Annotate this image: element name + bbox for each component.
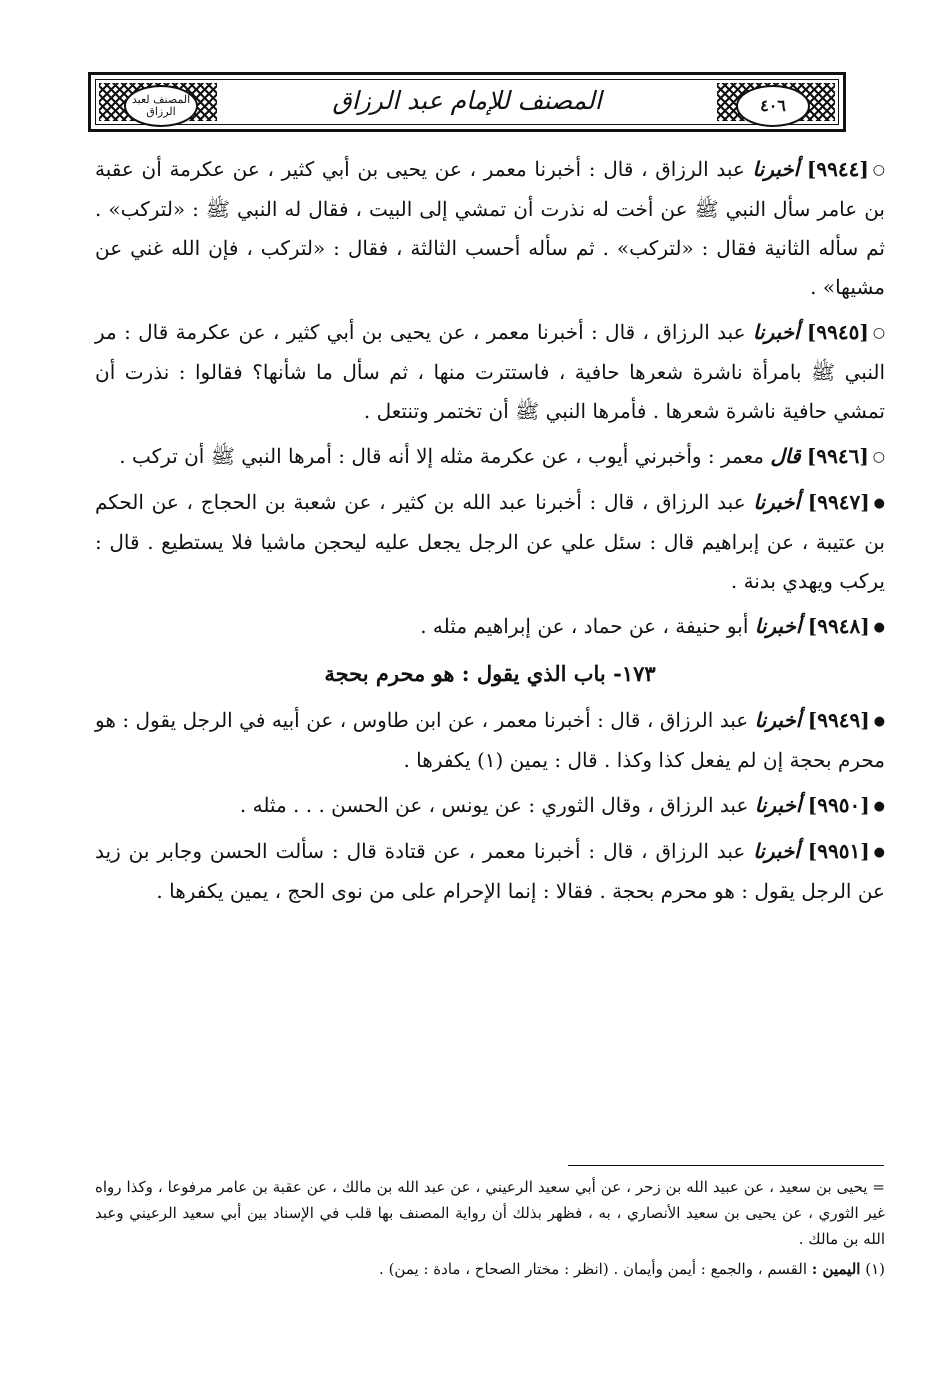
hadith-number: [٩٩٥٠] [807, 793, 870, 817]
hadith-paragraph [95, 313, 885, 431]
hadith-number: [٩٩٤٩] [807, 708, 870, 732]
chapter-heading: ١٧٣- باب الذي يقول : هو محرم بحجة [324, 661, 656, 686]
book-title: المصنف للإمام عبد الرزاق [332, 86, 602, 115]
footnote-1 [95, 1256, 885, 1282]
hadith-text: عبد الرزاق ، قال : أخبرنا معمر ، عن قتادة قال : سألت الحسن وجابر بن زيد عن الرجل يقول : هو محرم بحجة . فقالا : إنما الإحرام على من نوى الحج ، يمين يكفرها . [95, 839, 885, 903]
footnote-term: اليمين : [811, 1260, 861, 1278]
hadith-lead: قال [770, 444, 801, 468]
page-number: ٤٠٦ [760, 95, 786, 115]
filled-circle-icon [874, 832, 885, 872]
hadith-lead: أخبرنا [753, 490, 801, 514]
hadith-number: [٩٩٤٤] [806, 157, 869, 181]
hadith-number: [٩٩٤٥] [806, 320, 869, 344]
hadith-number: [٩٩٤٧] [807, 490, 870, 514]
hadith-text: عبد الرزاق ، قال : أخبرنا معمر ، عن يحيى بن أبي كثير ، عن عكرمة أن عقبة بن عامر سأل النبي ﷺ عن أخت له نذرت أن تمشي إلى البيت ، فقال له النبي ﷺ : «لتركب» . ثم سأله الثانية فقال : «لتركب» . ثم سأله أحسب الثالثة ، فقال : «لتركب ، فإن الله غني عن مشيها» . [95, 157, 885, 299]
footnote-divider [568, 1165, 884, 1166]
seal-text: المصنف لعبد الرزاق [131, 93, 191, 118]
footnote-text: القسم ، والجمع : أيمن وأيمان . (انظر : مختار الصحاح ، مادة : يمن) . [379, 1260, 808, 1278]
ornament-right [717, 83, 835, 121]
footnote-number: (١) [865, 1260, 885, 1278]
hollow-circle-icon [873, 150, 885, 190]
hadith-paragraph [95, 437, 885, 477]
page-number-medallion [736, 85, 810, 127]
hadith-paragraph [95, 701, 885, 780]
hollow-circle-icon [873, 437, 885, 477]
hadith-lead: أخبرنا [754, 793, 802, 817]
hadith-number: [٩٩٤٦] [806, 444, 869, 468]
hollow-circle-icon [873, 313, 885, 353]
filled-circle-icon [874, 786, 885, 826]
hadith-number: [٩٩٤٨] [807, 614, 870, 638]
footnote-continuation: = يحيى بن سعيد ، عن عبيد الله بن زحر ، عن أبي سعيد الرعيني ، عن عبد الله بن مالك ، عن عقبة بن عامر مرفوعا ، وكذا رواه غير الثوري ، عن يحيى بن سعيد الأنصاري ، به ، فظهر بذلك أن رواية المصنف بها قلب في الإسناد بين أبي سعيد الرعيني وعبد الله بن مالك . [95, 1178, 885, 1248]
hadith-text: عبد الرزاق ، قال : أخبرنا عبد الله بن كثير ، عن شعبة بن الحجاج ، عن الحكم بن عتيبة ، عن إبراهيم قال : سئل علي عن الرجل يجعل عليه ليحجن ماشيا فلا يستطيع . قال : يركب ويهدي بدنة . [95, 490, 885, 593]
hadith-paragraph [95, 786, 885, 826]
ornament-left [99, 83, 217, 121]
hadith-paragraph [95, 150, 885, 307]
hadith-lead: أخبرنا [752, 157, 800, 181]
main-text [95, 150, 885, 917]
hadith-text: معمر : وأخبرني أيوب ، عن عكرمة مثله إلا أنه قال : أمرها النبي ﷺ أن تركب . [119, 444, 764, 468]
hadith-text: عبد الرزاق ، قال : أخبرنا معمر ، عن يحيى بن أبي كثير ، عن عكرمة قال : مر النبي ﷺ بامرأة ناشرة شعرها حافية ، فاستترت منها ، ثم سأل ما شأنها؟ فقالوا : نذرت أن تمشي حافية ناشرة شعرها . فأمرها النبي ﷺ أن تختمر وتنتعل . [95, 320, 885, 423]
hadith-paragraph [95, 483, 885, 601]
running-header [88, 72, 846, 132]
hadith-number: [٩٩٥١] [807, 839, 870, 863]
header-frame [95, 79, 839, 125]
filled-circle-icon [874, 701, 885, 741]
hadith-lead: أخبرنا [752, 320, 800, 344]
filled-circle-icon [874, 607, 885, 647]
hadith-paragraph [95, 607, 885, 647]
hadith-text: عبد الرزاق ، قال : أخبرنا معمر ، عن ابن طاوس ، عن أبيه في الرجل يقول : هو محرم بحجة إن لم يفعل كذا وكذا . قال : يمين (١) يكفرها . [95, 708, 885, 772]
hadith-lead: أخبرنا [754, 708, 802, 732]
hadith-lead: أخبرنا [754, 614, 802, 638]
hadith-lead: أخبرنا [753, 839, 800, 863]
footnotes [95, 1174, 885, 1286]
hadith-paragraph [95, 832, 885, 911]
seal-medallion [124, 85, 198, 127]
hadith-text: أبو حنيفة ، عن حماد ، عن إبراهيم مثله . [420, 614, 749, 638]
filled-circle-icon [874, 483, 885, 523]
hadith-text: عبد الرزاق ، وقال الثوري : عن يونس ، عن الحسن . . . مثله . [239, 793, 749, 817]
